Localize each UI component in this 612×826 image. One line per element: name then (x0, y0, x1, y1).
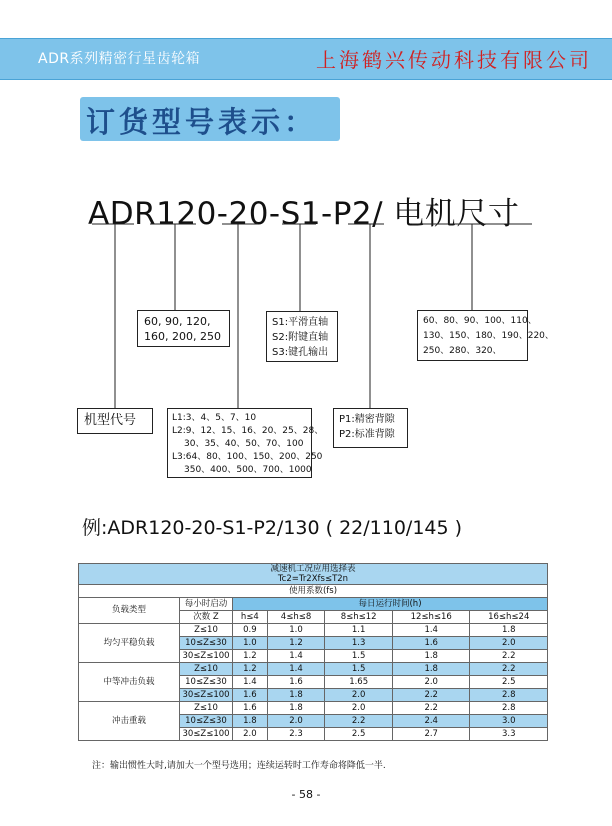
factor-cell: 1.8 (267, 702, 325, 715)
size-options-box (137, 310, 230, 347)
ratio-line: L1:3、4、5、7、10 (172, 413, 257, 423)
load-group-label: 均匀平稳负载 (79, 624, 180, 663)
factor-cell: 1.8 (392, 650, 470, 663)
model-type-box (77, 408, 153, 434)
factor-cell: 2.2 (470, 663, 548, 676)
factor-cell: 1.3 (325, 637, 393, 650)
starts-cell: 30≤Z≤100 (180, 728, 233, 741)
hours-header: 16≤h≤24 (470, 611, 548, 624)
size-line: 160, 200, 250 (144, 330, 221, 343)
motor-line: 60、80、90、100、110、 (423, 316, 537, 326)
table-title-cell (79, 564, 548, 585)
ratio-line: L2:9、12、15、16、20、25、28、 (172, 426, 324, 436)
service-factor-header: 使用系数(fs) (79, 585, 548, 598)
factor-cell: 3.3 (470, 728, 548, 741)
starts-header-1: 每小时启动 (180, 598, 233, 611)
factor-cell: 1.65 (325, 676, 393, 689)
factor-cell: 1.4 (233, 676, 268, 689)
factor-cell: 2.3 (267, 728, 325, 741)
factor-cell: 2.0 (267, 715, 325, 728)
factor-cell: 1.2 (233, 650, 268, 663)
factor-cell: 2.2 (470, 650, 548, 663)
factor-cell: 1.2 (233, 663, 268, 676)
factor-cell: 1.4 (267, 650, 325, 663)
factor-cell: 1.4 (392, 624, 470, 637)
factor-cell: 3.0 (470, 715, 548, 728)
hours-header: 4≤h≤8 (267, 611, 325, 624)
factor-cell: 1.8 (392, 663, 470, 676)
factor-cell: 2.5 (470, 676, 548, 689)
factor-cell: 2.2 (325, 715, 393, 728)
footnote: 注：输出惯性大时,请加大一个型号选用；连续运转时工作寿命将降低一半. (92, 761, 386, 771)
motor-size-box (417, 310, 554, 361)
motor-line: 130、150、180、190、220、 (423, 331, 554, 341)
factor-cell: 1.8 (233, 715, 268, 728)
factor-cell: 2.0 (233, 728, 268, 741)
factor-cell: 1.4 (267, 663, 325, 676)
factor-cell: 1.6 (233, 702, 268, 715)
factor-cell: 2.8 (470, 689, 548, 702)
starts-cell: Z≤10 (180, 624, 233, 637)
factor-cell: 0.9 (233, 624, 268, 637)
factor-cell: 1.8 (267, 689, 325, 702)
factor-cell: 2.2 (392, 702, 470, 715)
hours-header: 12≤h≤16 (392, 611, 470, 624)
model-code: ADR120-20-S1-P2/ 电机尺寸 (88, 196, 520, 232)
factor-cell: 1.6 (267, 676, 325, 689)
factor-cell: 2.0 (325, 689, 393, 702)
factor-cell: 2.4 (392, 715, 470, 728)
backlash-line: P1:精密背隙 (339, 414, 395, 425)
selection-table (78, 563, 548, 741)
factor-cell: 2.2 (392, 689, 470, 702)
size-line: 60, 90, 120, (144, 315, 211, 328)
table-title: 减速机工况应用选择表 (270, 564, 356, 574)
factor-cell: 2.0 (325, 702, 393, 715)
starts-cell: 10≤Z≤30 (180, 676, 233, 689)
factor-cell: 1.0 (267, 624, 325, 637)
shaft-line: S2:附键直轴 (272, 332, 329, 343)
shaft-line: S1:平滑直轴 (272, 317, 329, 328)
company-name: 上海鹤兴传动科技有限公司 (316, 48, 592, 72)
hours-header: h≤4 (233, 611, 268, 624)
factor-cell: 2.7 (392, 728, 470, 741)
backlash-options-box (333, 408, 408, 448)
daily-hours-header: 每日运行时间(h) (233, 598, 548, 611)
page-number: - 58 - (291, 788, 321, 801)
factor-cell: 1.1 (325, 624, 393, 637)
factor-cell: 2.5 (325, 728, 393, 741)
ratio-options-box (167, 408, 324, 478)
factor-cell: 1.6 (392, 637, 470, 650)
shaft-options-box (266, 311, 338, 362)
factor-cell: 1.8 (470, 624, 548, 637)
starts-cell: 10≤Z≤30 (180, 715, 233, 728)
hours-header: 8≤h≤12 (325, 611, 393, 624)
model-type-label: 机型代号 (84, 413, 137, 428)
ratio-line: L3:64、80、100、150、200、250 (172, 452, 323, 462)
table-formula: Tc2=Tr2Xfs≤T2n (277, 574, 349, 584)
starts-cell: Z≤10 (180, 663, 233, 676)
example-model: 例:ADR120-20-S1-P2/130 ( 22/110/145 ) (82, 517, 463, 539)
factor-cell: 1.2 (267, 637, 325, 650)
load-group-label: 中等冲击负载 (79, 663, 180, 702)
starts-cell: Z≤10 (180, 702, 233, 715)
load-type-header: 负载类型 (79, 598, 180, 624)
ratio-line: 30、35、40、50、70、100 (184, 439, 304, 449)
factor-cell: 2.0 (470, 637, 548, 650)
shaft-line: S3:键孔输出 (272, 347, 329, 358)
section-title: 订货型号表示： (86, 105, 318, 139)
starts-cell: 10≤Z≤30 (180, 637, 233, 650)
starts-cell: 30≤Z≤100 (180, 689, 233, 702)
factor-cell: 1.5 (325, 663, 393, 676)
series-title: ADR系列精密行星齿轮箱 (38, 51, 201, 67)
load-group-label: 冲击重载 (79, 702, 180, 741)
motor-line: 250、280、320、 (423, 346, 502, 356)
factor-cell: 2.8 (470, 702, 548, 715)
factor-cell: 1.0 (233, 637, 268, 650)
factor-cell: 1.6 (233, 689, 268, 702)
starts-header-2: 次数 Z (180, 611, 233, 624)
starts-cell: 30≤Z≤100 (180, 650, 233, 663)
ratio-line: 350、400、500、700、1000 (184, 465, 312, 475)
backlash-line: P2:标准背隙 (339, 429, 395, 440)
factor-cell: 2.0 (392, 676, 470, 689)
factor-cell: 1.5 (325, 650, 393, 663)
